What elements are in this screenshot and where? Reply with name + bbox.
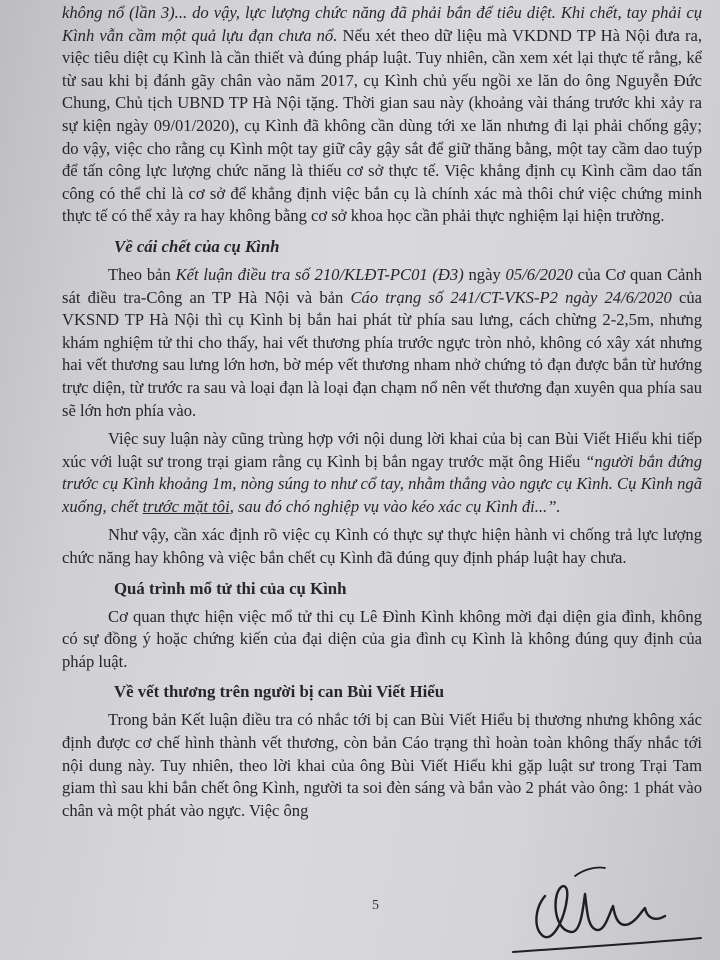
heading-death: Về cái chết của cụ Kình — [114, 236, 280, 256]
paragraph-3-quote-a: “người bắn đứng trước cụ Kình khoảng 1m, nòng súng to như cổ tay, nhằm thẳng vào ngực cụ Kình. Cụ Kình ngã xuống, chết — [62, 451, 703, 516]
paragraph-2-text-a: Theo bản — [108, 264, 176, 284]
paragraph-6: Trong bản Kết luận điều tra có nhắc tới bị can Bùi Viết Hiểu bị thương nhưng không xác định được cơ chế hình thành vết thương, còn bản Cáo trạng thì hoàn toàn không thấy nhắc tới nội dung này. Tuy nhiên, theo lời khai của ông Bùi Viết Hiểu khi gặp luật sư trong Trại Tam giam thì sau khi bắn chết ông Kình, người ta soi đèn sáng và bắn vào 2 phát vào ông: 1 phát vào chân và một phát vào ngực. Việc ông — [62, 710, 702, 820]
paragraph-2-text-g: của VKSND TP Hà Nội thì cụ Kình bị bắn hai phát từ phía sau lưng, cách chừng 2-2,5m, nhưng khám nghiệm tử thi cho thấy, hai vết thương phía trước ngực tròn nhỏ, không có xây xát nhưng hai vết thương sau lưng lớn hơn, bờ mép vết thương nham nhở chứng tỏ đạn được bắn từ hướng trực diện, từ trước ra sau và loại đạn là loại đạn chạm nổ nên vết thương đạn xuyên qua phía sau sẽ lớn hơn phía vào. — [62, 287, 702, 420]
paragraph-2 — [62, 264, 702, 422]
paragraph-2-text-e: của Cơ quan Cảnh sát điều tra-Công an TP Hà Nội và bản — [62, 264, 702, 307]
signature — [505, 848, 705, 958]
paragraph-3-text-a: Việc suy luận này cũng trùng hợp với nội dung lời khai của bị can Bùi Viết Hiểu khi tiếp xúc với luật sư trong trại giam rằng cụ Kình bị bắn ngay trước mặt ông Hiểu — [62, 429, 702, 471]
paragraph-2-ref-indictment: Cáo trạng số 241/CT-VKS-P2 ngày 24/6/2020 — [350, 287, 672, 307]
heading-wound: Về vết thương trên người bị can Bùi Viết Hiểu — [114, 682, 445, 702]
paragraph-1-italic: không nổ (lần 3)... do vậy, lực lượng chức năng đã phải bắn để tiêu diệt. Khi chết, tay phải cụ Kình vẫn cầm một quả lựu đạn chưa nổ. — [62, 3, 702, 45]
paragraph-1-text: Nếu xét theo dữ liệu mà VKDND TP Hà Nội đưa ra, việc tiêu diệt cụ Kình là cần thiết và đúng pháp luật. Tuy nhiên, cần xem xét lại thực tế rằng, kể từ sau khi bị đánh gãy chân vào năm 2017, cụ Kình chủ yếu ngồi xe lăn do ông Nguyễn Đức Chung, Chủ tịch UBND TP Hà Nội tặng. Thời gian sau này (khoảng vài tháng trước khi xảy ra sự kiện ngày 09/01/2020), cụ Kình đã không cần dùng tới xe lăn nhưng đi lại phải chống gậy; do vậy, việc cho rằng cụ Kình một tay giữ cây gậy sắt để giữ thăng bằng, một tay cầm dao tuýp để tấn công lực lượng chức năng là thiếu cơ sở thực tế. Việc khẳng định cụ Kình cầm dao tấn công có thể chỉ là cơ sở để khẳng định việc bắn cụ là chính xác mà thôi chứ việc chứng minh thực tế có thể xảy ra hay không bằng cơ sở khoa học cần phải thực nghiệm lại hiện trường. — [62, 25, 703, 226]
paragraph-2-text-c: ngày — [463, 264, 506, 284]
document-body — [62, 2, 702, 822]
paragraph-3 — [62, 428, 702, 518]
paragraph-5: Cơ quan thực hiện việc mổ tử thi cụ Lê Đình Kình không mời đại diện gia đình, không có sự đồng ý hoặc chứng kiến của đại diện của gia đình cụ Kình là không đúng quy định của pháp luật. — [62, 606, 702, 671]
paragraph-1 — [62, 2, 702, 228]
paragraph-2-date: 05/6/2020 — [505, 264, 573, 284]
paragraph-4: Như vậy, cần xác định rõ việc cụ Kình có thực sự thực hiện hành vi chống trả lực lượng chức năng hay không và việc bắn chết cụ Kình đã đúng quy định pháp luật hay chưa. — [62, 525, 702, 568]
paragraph-2-ref-conclusion: Kết luận điều tra số 210/KLĐT-PC01 (Đ3) — [175, 264, 464, 284]
page-number: 5 — [372, 898, 379, 913]
paragraph-3-quote-b: , sau đó chó nghiệp vụ vào kéo xác cụ Kình đi...”. — [229, 496, 561, 516]
heading-autopsy: Quá trình mổ tử thi của cụ Kình — [114, 578, 347, 598]
paragraph-3-quote-underlined: trước mặt tôi — [142, 496, 230, 516]
